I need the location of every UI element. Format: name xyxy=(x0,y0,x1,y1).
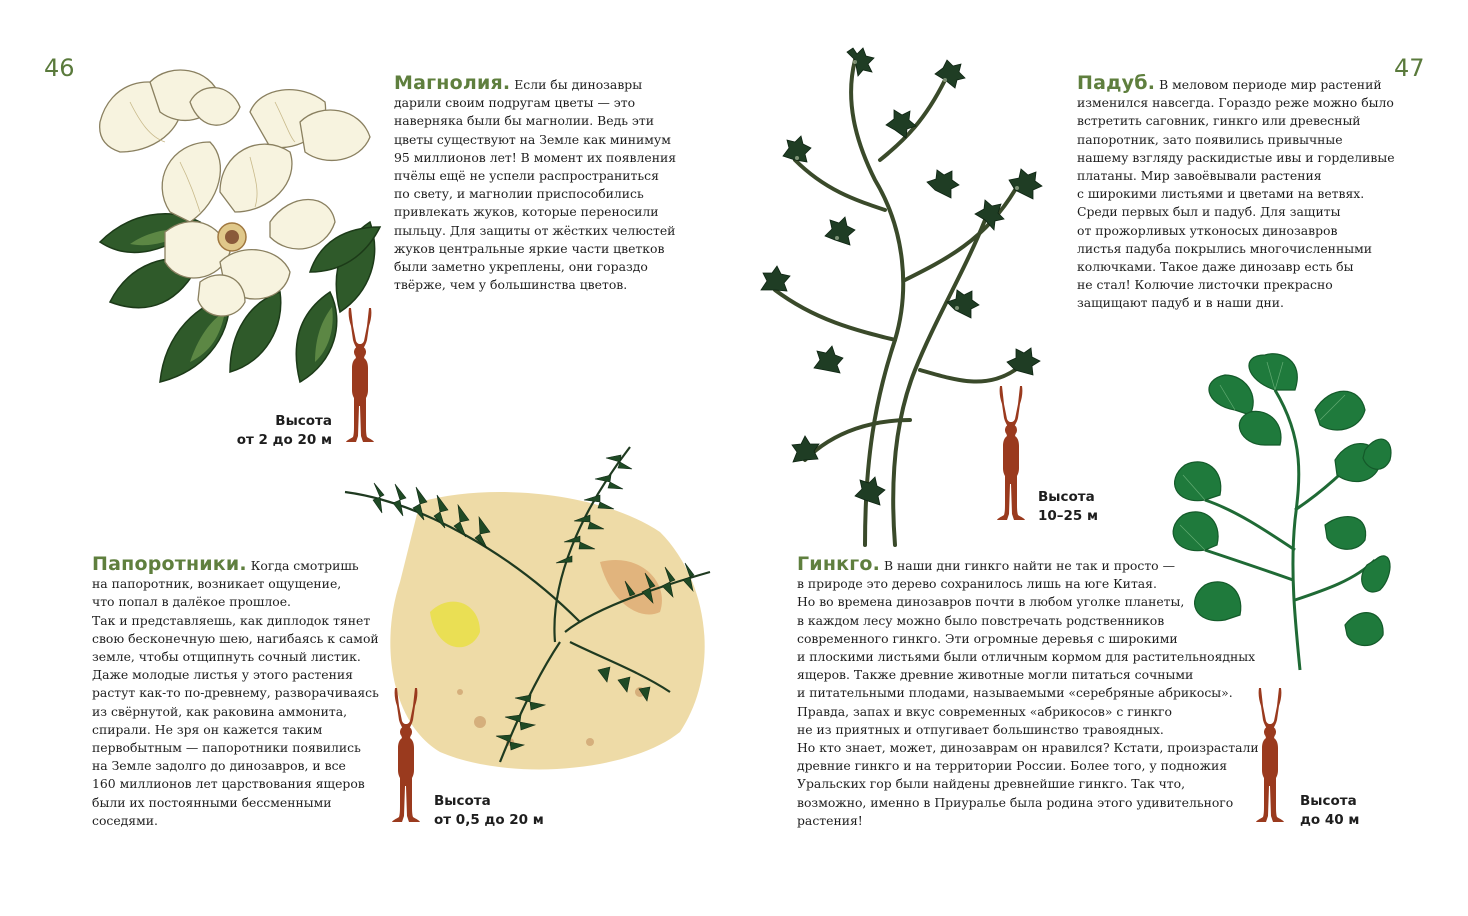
fern-line: 160 миллионов лет царствования ящеров xyxy=(92,776,365,792)
holly-line: нашему взгляду раскидистые ивы и горделивые xyxy=(1077,149,1395,165)
fern-line: были их постоянными бессменными xyxy=(92,794,332,810)
magnolia-line: 95 миллионов лет! В момент их появления xyxy=(394,149,677,165)
ginkgo-heading: Гинкго. xyxy=(797,553,881,575)
human-silhouette-icon xyxy=(388,686,424,826)
magnolia-line: привлекать жуков, которые переносили xyxy=(394,204,659,220)
fern-line: на Земле задолго до динозавров, и все xyxy=(92,758,346,774)
holly-line: Среди первых был и падуб. Для защиты xyxy=(1077,204,1341,220)
magnolia-line: пыльцу. Для защиты от жёстких челюстей xyxy=(394,222,676,238)
page-number-left: 46 xyxy=(44,54,75,82)
human-silhouette-icon xyxy=(993,384,1029,524)
fern-line: Так и представляешь, как диплодок тянет xyxy=(92,612,371,628)
holly-line: с широкими листьями и цветами на ветвях. xyxy=(1077,186,1365,202)
magnolia-line: наверняка были бы магнолии. Ведь эти xyxy=(394,113,654,129)
fern-line: Даже молодые листья у этого растения xyxy=(92,667,353,683)
ginkgo-line: Уральских гор были найдены древнейшие гинкго. Так что, xyxy=(797,776,1186,792)
fern-line: растут как-то по-древнему, разворачиваясь xyxy=(92,685,379,701)
ginkgo-line: Но кто знает, может, динозаврам он нравился? Кстати, произрастали xyxy=(797,740,1259,756)
fern-paragraph xyxy=(92,555,379,830)
holly-line: встретить саговник, гинкго или древесный xyxy=(1077,113,1361,129)
magnolia-line: были заметно укреплены, они гораздо xyxy=(394,259,648,275)
fern-line: первобытным — папоротники появились xyxy=(92,740,361,756)
human-silhouette-icon xyxy=(1252,686,1288,826)
fern-heading: Папоротники. xyxy=(92,553,247,575)
ginkgo-line: Но во времена динозавров почти в любом уголке планеты, xyxy=(797,594,1185,610)
ginkgo-height xyxy=(1300,792,1359,830)
magnolia-line: Если бы динозавры xyxy=(514,77,643,92)
fern-line: спирали. Не зря он кажется таким xyxy=(92,721,323,737)
human-silhouette-icon xyxy=(342,306,378,446)
height-label: Высота xyxy=(1300,793,1357,809)
holly-line: платаны. Мир завоёвывали растения xyxy=(1077,168,1322,184)
fern-line: из свёрнутой, как раковина аммонита, xyxy=(92,703,348,719)
fern-line: Когда смотришь xyxy=(250,558,359,573)
height-label: Высота xyxy=(275,413,332,429)
height-value: 10–25 м xyxy=(1038,508,1099,524)
page-number-right: 47 xyxy=(1394,54,1425,82)
holly-line: В меловом периоде мир растений xyxy=(1159,77,1382,92)
magnolia-heading: Магнолия. xyxy=(394,72,511,94)
height-label: Высота xyxy=(1038,489,1095,505)
fern-height xyxy=(434,792,544,830)
magnolia-line: твёрже, чем у большинства цветов. xyxy=(394,277,628,293)
ginkgo-line: ящеров. Также древние животные могли питаться сочными xyxy=(797,667,1194,683)
ginkgo-line: В наши дни гинкго найти не так и просто — xyxy=(884,558,1175,573)
ginkgo-line: растения! xyxy=(797,812,863,828)
magnolia-line: пчёлы ещё не успели распространиться xyxy=(394,168,659,184)
ginkgo-line: и плоскими листьями были отличным кормом для растительноядных xyxy=(797,649,1256,665)
magnolia-paragraph xyxy=(394,74,676,294)
holly-line: изменился навсегда. Гораздо реже можно было xyxy=(1077,95,1394,111)
magnolia-line: по свету, и магнолии приспособились xyxy=(394,186,644,202)
ginkgo-line: современного гинкго. Эти огромные деревья с широкими xyxy=(797,630,1178,646)
holly-heading: Падуб. xyxy=(1077,72,1156,94)
magnolia-line: жуков центральные яркие части цветков xyxy=(394,240,665,256)
magnolia-height xyxy=(200,412,332,450)
fern-line: на папоротник, возникает ощущение, xyxy=(92,576,342,592)
fern-line: земле, чтобы отщипнуть сочный листик. xyxy=(92,649,361,665)
holly-height xyxy=(1038,488,1098,526)
holly-line: не стал! Колючие листочки прекрасно xyxy=(1077,277,1333,293)
holly-line: папоротник, зато появились привычные xyxy=(1077,131,1343,147)
ginkgo-line: возможно, именно в Приуралье была родина этого удивительного xyxy=(797,794,1234,810)
holly-line: колючками. Такое даже динозавр есть бы xyxy=(1077,259,1354,275)
ginkgo-line: Правда, запах и вкус современных «абрикосов» с гинкго xyxy=(797,703,1173,719)
height-value: от 0,5 до 20 м xyxy=(434,812,544,828)
fern-line: соседями. xyxy=(92,812,158,828)
magnolia-line: дарили своим подругам цветы — это xyxy=(394,95,636,111)
ginkgo-paragraph xyxy=(797,555,1259,830)
height-label: Высота xyxy=(434,793,491,809)
holly-paragraph xyxy=(1077,74,1395,313)
ginkgo-line: и питательными плодами, называемыми «серебряные абрикосы». xyxy=(797,685,1233,701)
fern-line: что попал в далёкое прошлое. xyxy=(92,594,292,610)
height-value: до 40 м xyxy=(1300,812,1360,828)
height-value: от 2 до 20 м xyxy=(236,432,332,448)
fern-line: свою бесконечную шею, нагибаясь к самой xyxy=(92,630,379,646)
holly-line: от прожорливых утконосых динозавров xyxy=(1077,222,1338,238)
holly-line: защищают падуб и в наши дни. xyxy=(1077,295,1284,311)
magnolia-line: цветы существуют на Земле как минимум xyxy=(394,131,671,147)
holly-line: листья падуба покрылись многочисленными xyxy=(1077,240,1372,256)
ginkgo-line: древние гинкго и на территории России. Более того, у подножия xyxy=(797,758,1228,774)
ginkgo-line: не из приятных и отпугивает большинство травоядных. xyxy=(797,721,1164,737)
ginkgo-line: в природе это дерево сохранилось лишь на юге Китая. xyxy=(797,576,1157,592)
ginkgo-line: в каждом лесу можно было повстречать родственников xyxy=(797,612,1165,628)
